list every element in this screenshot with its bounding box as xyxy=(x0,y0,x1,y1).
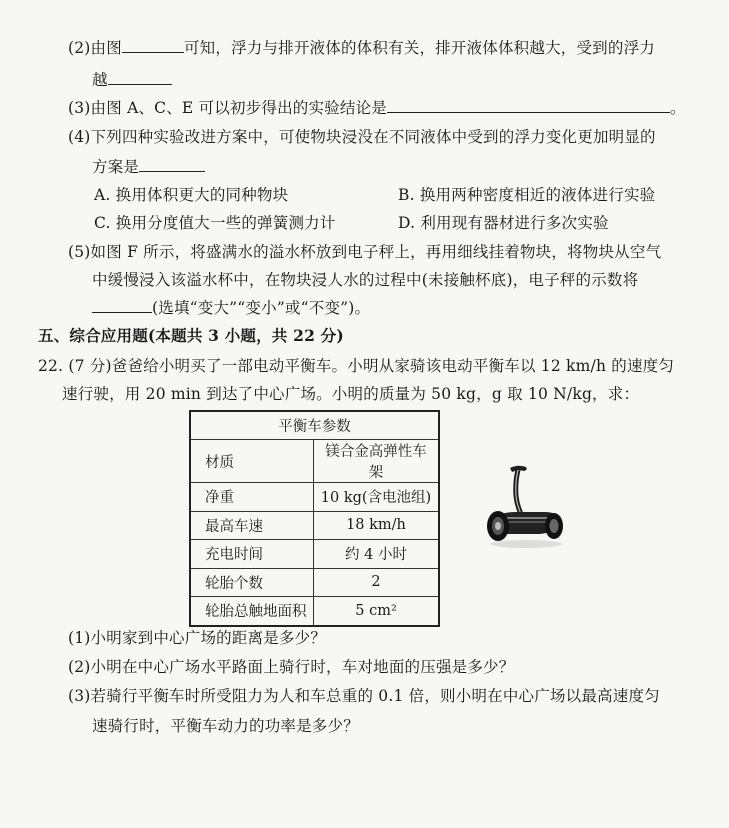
parameter-table xyxy=(189,410,440,627)
table-row xyxy=(190,511,439,540)
section-heading: 五、综合应用题(本题共 3 小题，共 22 分) xyxy=(38,326,344,345)
table-key: 轮胎总触地面积 xyxy=(190,597,314,626)
table-value: 18 km/h xyxy=(314,511,440,540)
table-key: 材质 xyxy=(190,440,314,483)
table-row xyxy=(190,440,439,483)
subquestion-1: (1)小明家到中心广场的距离是多少？ xyxy=(68,629,327,647)
option-a: A. 换用体积更大的同种物块 xyxy=(94,186,289,204)
subquestion-2: (2)小明在中心广场水平路面上骑行时，车对地面的压强是多少？ xyxy=(68,658,515,676)
table-row xyxy=(190,483,439,512)
option-b: B. 换用两种密度相近的液体进行实验 xyxy=(398,186,656,204)
q5-line1: (5)如图 F 所示，将盛满水的溢水杯放到电子秤上，再用细线挂着物块，将物块从空气 xyxy=(68,243,662,261)
q22-line2: 速行驶，用 20 min 到达了中心广场。小明的质量为 50 kg，g 取 10 N/kg，求： xyxy=(62,385,640,403)
q2-line1: (2)由图 可知，浮力与排开液体的体积有关，排开液体体积越大，受到的浮力 xyxy=(68,39,655,57)
table-key: 净重 xyxy=(190,483,314,512)
q5-line3: (选填“变大”“变小”或“不变”)。 xyxy=(92,296,370,318)
table-value: 10 kg(含电池组) xyxy=(314,483,440,512)
option-d: D. 利用现有器材进行多次实验 xyxy=(398,214,609,232)
q5-line2: 中缓慢浸入该溢水杯中，在物块浸人水的过程中(未接触杯底)，电子秤的示数将 xyxy=(92,271,639,289)
table-key: 最高车速 xyxy=(190,511,314,540)
table-key: 充电时间 xyxy=(190,540,314,569)
q4-line2: 方案是 xyxy=(92,155,205,177)
answer-blank[interactable] xyxy=(387,98,670,113)
table-value: 2 xyxy=(314,568,440,597)
q22-line1: 22. (7 分)爸爸给小明买了一部电动平衡车。小明从家骑该电动平衡车以 12 km/h 的速度匀 xyxy=(38,357,675,375)
subquestion-3-cont: 速骑行时，平衡车动力的功率是多少？ xyxy=(92,717,359,735)
option-c: C. 换用分度值大一些的弹簧测力计 xyxy=(94,214,336,232)
answer-blank[interactable] xyxy=(92,298,152,313)
table-value: 5 cm² xyxy=(314,597,440,626)
table-header-row xyxy=(190,411,439,440)
balance-scooter-illustration xyxy=(482,462,566,552)
table-value: 约 4 小时 xyxy=(314,540,440,569)
answer-blank[interactable] xyxy=(139,157,205,172)
subquestion-3: (3)若骑行平衡车时所受阻力为人和车总重的 0.1 倍，则小明在中心广场以最高速度匀 xyxy=(68,687,660,705)
q3-line: (3)由图 A、C、E 可以初步得出的实验结论是 。 xyxy=(68,99,686,117)
answer-blank[interactable] xyxy=(108,70,172,85)
answer-blank[interactable] xyxy=(122,38,184,53)
table-key: 轮胎个数 xyxy=(190,568,314,597)
table-value: 镁合金高弹性车架 xyxy=(314,440,440,483)
table-row xyxy=(190,540,439,569)
table-title: 平衡车参数 xyxy=(190,411,439,440)
q4-line1: (4)下列四种实验改进方案中，可使物块浸没在不同液体中受到的浮力变化更加明显的 xyxy=(68,128,656,146)
table-row xyxy=(190,568,439,597)
q2-line2: 越 xyxy=(92,68,172,90)
table-row xyxy=(190,597,439,626)
